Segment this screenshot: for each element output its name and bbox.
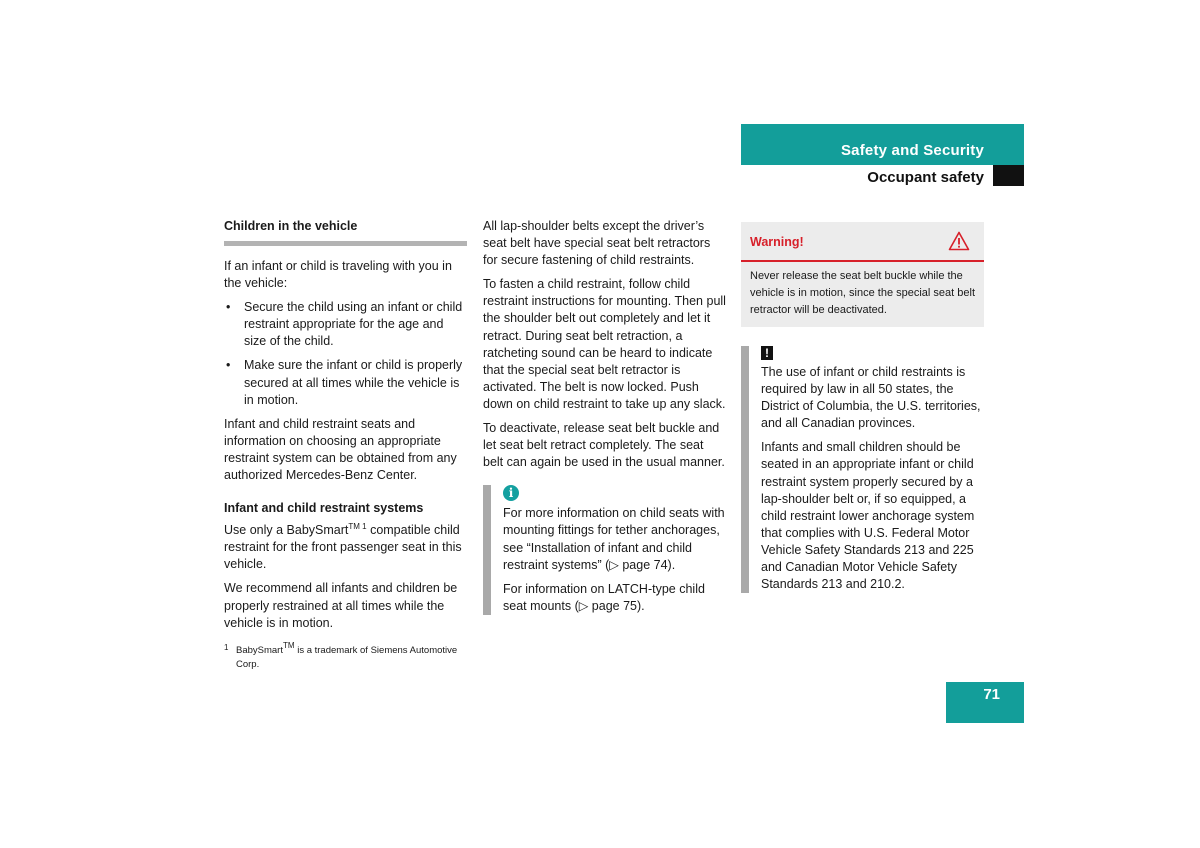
trademark-superscript: TM 1: [348, 522, 367, 532]
restraint-systems-heading: Infant and child restraint systems: [224, 501, 424, 516]
footnote-text: BabySmart: [236, 644, 283, 656]
warning-label: Warning!: [750, 235, 804, 249]
children-heading: Children in the vehicle: [224, 219, 358, 233]
bullet-text: Make sure the infant or child is properly secured at all times while the vehicle is in motion.: [244, 358, 463, 407]
warning-triangle-icon: [948, 231, 970, 251]
footnote-number: 1: [224, 642, 229, 652]
bullet-icon: •: [226, 358, 231, 373]
footnote-trademark: TM: [283, 640, 295, 650]
page-number: 71: [983, 686, 1000, 703]
list-item: [224, 299, 467, 350]
footnote: [224, 640, 467, 672]
column-middle: [483, 218, 727, 615]
babysmart-text: Use only a BabySmart: [224, 523, 349, 538]
info-text-latch: For information on LATCH-type child seat mounts (▷ page 75).: [503, 581, 705, 613]
intro-paragraph: If an infant or child is traveling with you in the vehicle:: [224, 259, 452, 291]
caution-icon: !: [761, 346, 773, 360]
retractors-paragraph: All lap-shoulder belts except the driver’s seat belt have special seat belt retractors for secure fastening of child restraints.: [483, 219, 711, 268]
heading-rule: [224, 241, 467, 246]
column-left: [224, 218, 467, 672]
subsection-marker: [993, 165, 1024, 186]
info-note: [483, 485, 727, 615]
bullet-icon: •: [226, 300, 231, 315]
caution-note: [741, 346, 984, 593]
warning-box: [741, 222, 984, 327]
subsection-title: Occupant safety: [867, 169, 984, 186]
babysmart-text-cont: compatible child restraint for the front passenger seat in this vehicle.: [224, 523, 462, 572]
info-icon: i: [503, 485, 519, 501]
bullet-list: [224, 299, 467, 409]
info-sidebar: [483, 485, 491, 615]
info-text: For more information on child seats with mounting fittings for tether anchorages, see “Installation of infant and child restraint systems” (▷ page 74).: [503, 506, 725, 572]
fasten-paragraph: To fasten a child restraint, follow child restraint instructions for mounting. Then pull the shoulder belt out completely and let it retract. During seat belt retraction, a ratcheting sound can be heard to indicate that the special seat belt retractor is activated. The belt is now locked. Push down on child restraint to take up any slack.: [483, 277, 726, 411]
babysmart-paragraph: [224, 522, 467, 573]
seating-paragraph: Infants and small children should be seated in an appropriate infant or child restraint system properly secured by a lap-shoulder belt or, if so equipped, a child restraint lower anchorage system that complies with U.S. Federal Motor Vehicle Safety Standards 213 and 225 and Canadian Motor Vehicle Safety Standards 213 and 210.2.: [761, 440, 975, 592]
caution-sidebar: [741, 346, 749, 593]
deactivate-paragraph: To deactivate, release seat belt buckle and let seat belt retract completely. The seat belt can again be used in the usual manner.: [483, 421, 725, 470]
bullet-text: Secure the child using an infant or child restraint appropriate for the age and size of the child.: [244, 300, 463, 349]
section-title: Safety and Security: [840, 142, 984, 159]
column-right: [741, 222, 984, 593]
footnote-text-cont: is a trademark of Siemens Automotive Corp.: [236, 644, 458, 670]
warning-header: [741, 222, 984, 262]
restraint-info-paragraph: Infant and child restraint seats and information on choosing an appropriate restraint system can be obtained from any authorized Mercedes-Benz Center.: [224, 416, 457, 483]
law-paragraph: The use of infant or child restraints is required by law in all 50 states, the District of Columbia, the U.S. territories, and all Canadian provinces.: [761, 365, 981, 431]
warning-text: Never release the seat belt buckle while the vehicle is in motion, since the special seat belt retractor will be deactivated.: [750, 270, 976, 316]
list-item: [224, 357, 467, 408]
recommend-paragraph: We recommend all infants and children be properly restrained at all times while the vehicle is in motion.: [224, 581, 458, 630]
